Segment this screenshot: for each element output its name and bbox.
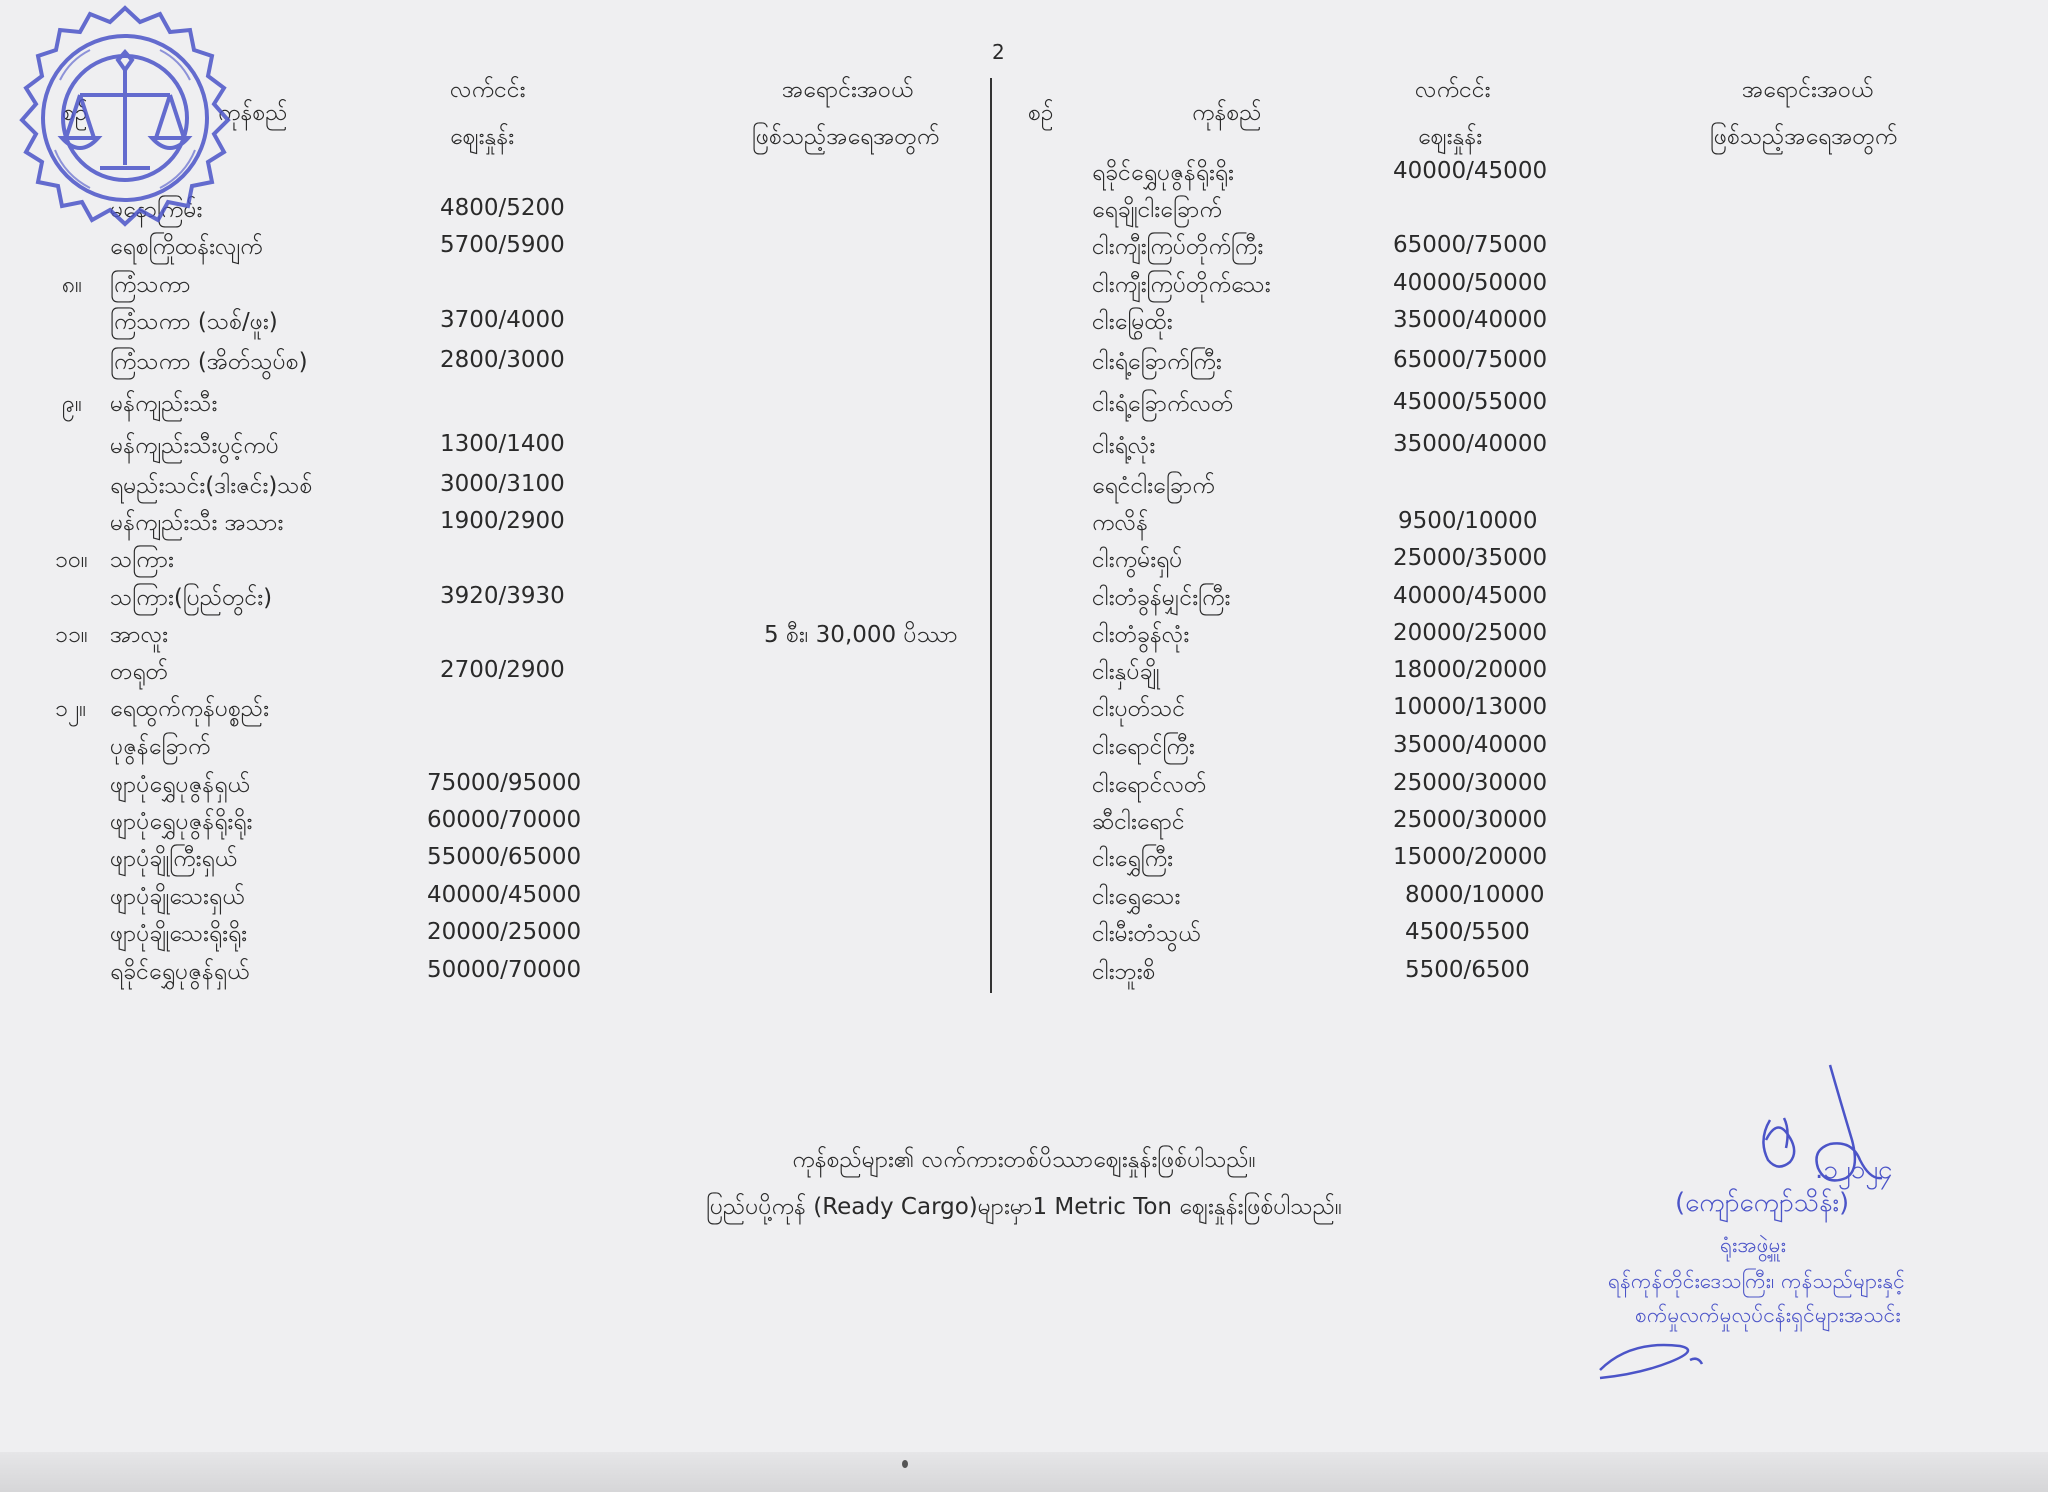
signatory-title: ရုံးအဖွဲ့မှူး — [1720, 1233, 1786, 1257]
row-price: 35000/40000 — [1393, 732, 1548, 758]
row-price: 65000/75000 — [1393, 347, 1548, 373]
scan-speck — [902, 1460, 908, 1468]
row-commodity: ရမည်းသင်း(ဒါးဇင်း)သစ် — [110, 473, 313, 499]
row-commodity: ကလိန် — [1092, 510, 1148, 536]
row-price: 9500/10000 — [1398, 508, 1538, 534]
row-price: 3000/3100 — [440, 471, 565, 497]
row-price: 5700/5900 — [440, 232, 565, 258]
row-price: 25000/30000 — [1393, 770, 1548, 796]
org-name-line-2: စက်မှုလက်မှုလုပ်ငန်းရှင်များအသင်း — [1635, 1303, 1901, 1327]
row-price: 40000/45000 — [1393, 158, 1548, 184]
row-price: 60000/70000 — [427, 807, 582, 833]
header-volume-right-1: အရောင်းအဝယ် — [1742, 77, 1874, 103]
row-price: 40000/45000 — [427, 882, 582, 908]
row-commodity: ငါးပုတ်သင် — [1092, 696, 1186, 722]
row-commodity: ငါးနှပ်ချို — [1092, 659, 1160, 685]
row-price: 2700/2900 — [440, 657, 565, 683]
row-price: 45000/55000 — [1393, 389, 1548, 415]
volume-note: 5 စီး၊ 30,000 ပိဿာ — [764, 622, 958, 648]
header-serial-right: စဉ် — [1028, 100, 1054, 126]
row-commodity: မန်ကျည်းသီး အသား — [110, 510, 284, 536]
row-commodity: ငါးကျီးကြပ်တိုက်သေး — [1092, 272, 1271, 298]
row-commodity: သကြား(ပြည်တွင်း) — [110, 585, 273, 611]
row-commodity: ကြံသကာ (အိတ်သွပ်စ) — [110, 349, 308, 375]
row-price: 4500/5500 — [1405, 919, 1530, 945]
row-serial: ၉။ — [62, 391, 82, 417]
row-price: 1300/1400 — [440, 431, 565, 457]
row-commodity: ငါးမြွေထိုး — [1092, 309, 1173, 335]
header-commodity-left: ကုန်စည် — [218, 100, 288, 126]
row-price: 5500/6500 — [1405, 957, 1530, 983]
row-price: 8000/10000 — [1405, 882, 1545, 908]
official-seal-stamp — [0, 0, 250, 250]
row-commodity: ဖျာပုံရွှေပုဇွန်ရိုးရိုး — [110, 809, 253, 835]
row-serial: ၈။ — [62, 272, 83, 298]
row-price: 50000/70000 — [427, 957, 582, 983]
header-current-right-2: ဈေးနှုန်း — [1418, 124, 1483, 150]
row-commodity: ရေထွက်ကုန်ပစ္စည်း — [110, 696, 269, 722]
row-price: 10000/13000 — [1393, 694, 1548, 720]
row-commodity: အာလူး — [110, 622, 168, 648]
row-commodity: ငါးကျီးကြပ်တိုက်ကြီး — [1092, 234, 1264, 260]
header-current-left-1: လက်ငင်း — [450, 77, 526, 103]
row-price: 25000/35000 — [1393, 545, 1548, 571]
row-price: 40000/50000 — [1393, 270, 1548, 296]
row-commodity: ဆီငါးရောင် — [1092, 809, 1185, 835]
row-commodity: ငါးတံခွန်လုံး — [1092, 622, 1190, 648]
row-commodity: တရုတ် — [110, 659, 168, 685]
row-price: 75000/95000 — [427, 770, 582, 796]
row-commodity: ငါးရံ့လုံး — [1092, 433, 1156, 459]
signatory-name: (ကျော်ကျော်သိန်း) — [1675, 1188, 1850, 1218]
header-current-left-2: ဈေးနှုန်း — [450, 124, 515, 150]
handwritten-signature — [1590, 1060, 1970, 1400]
row-commodity: ကြံသကာ — [110, 272, 191, 298]
signature-block — [1590, 1060, 1970, 1400]
row-commodity: ငါးမီးတံသွယ် — [1092, 921, 1201, 947]
scan-bottom-edge — [0, 1452, 2048, 1492]
row-commodity: ဖျာပုံချိုသေးရိုးရိုး — [110, 921, 247, 947]
row-commodity: ငါးရောင်ကြီး — [1092, 734, 1195, 760]
row-commodity: ရေငံငါးခြောက် — [1092, 473, 1215, 499]
row-commodity: ရေစကြိုထန်းလျက် — [110, 234, 263, 260]
row-price: 15000/20000 — [1393, 844, 1548, 870]
header-volume-left-1: အရောင်းအဝယ် — [782, 77, 914, 103]
row-commodity: ငါးရွှေကြီး — [1092, 846, 1173, 872]
header-volume-right-2: ဖြစ်သည့်အရေအတွက် — [1710, 124, 1898, 150]
header-volume-left-2: ဖြစ်သည့်အရေအတွက် — [752, 124, 940, 150]
header-commodity-right: ကုန်စည် — [1192, 100, 1262, 126]
row-commodity: ရေချိုငါးခြောက် — [1092, 197, 1222, 223]
row-price: 35000/40000 — [1393, 431, 1548, 457]
footer-note-2: ပြည်ပပို့ကုန် (Ready Cargo)များမှာ1 Metric Ton ဈေးနှုန်းဖြစ်ပါသည်။ — [706, 1194, 1342, 1220]
row-price: 65000/75000 — [1393, 232, 1548, 258]
row-price: 1900/2900 — [440, 508, 565, 534]
header-serial-left: စဉ် — [62, 100, 88, 126]
row-serial: ၁၂။ — [55, 696, 87, 722]
row-commodity: ငါးဘူးစိ — [1092, 959, 1156, 985]
row-commodity: သကြား — [110, 547, 174, 573]
row-price: 4800/5200 — [440, 195, 565, 221]
row-price: 35000/40000 — [1393, 307, 1548, 333]
row-commodity: ကြံသကာ (သစ်/ဖူး) — [110, 309, 278, 335]
row-price: 20000/25000 — [427, 919, 582, 945]
org-name-line-1: ရန်ကုန်တိုင်းဒေသကြီး၊ ကုန်သည်များနှင့် — [1608, 1269, 1905, 1293]
row-commodity: ပုဇွန်ခြောက် — [110, 734, 211, 760]
row-commodity: ငါးတံခွန်မျှင်းကြီး — [1092, 585, 1231, 611]
row-commodity: ဖျာပုံချိုကြီးရှယ် — [110, 846, 237, 872]
row-serial: ၁၁။ — [55, 622, 88, 648]
header-current-right-1: လက်ငင်း — [1415, 77, 1491, 103]
row-commodity: မန်ကျည်းသီး — [110, 391, 218, 417]
row-price: 55000/65000 — [427, 844, 582, 870]
page-number: 2 — [992, 40, 1005, 64]
row-price: 40000/45000 — [1393, 583, 1548, 609]
row-commodity: မနောကြမ်း — [110, 197, 203, 223]
row-commodity: ဖျာပုံရွှေပုဇွန်ရှယ် — [110, 772, 250, 798]
row-commodity: မန်ကျည်းသီးပွင့်ကပ် — [110, 433, 279, 459]
row-commodity: ငါးရွှေသေး — [1092, 884, 1181, 910]
row-commodity: ငါးရံ့ခြောက်လတ် — [1092, 391, 1234, 417]
row-commodity: ရခိုင်ရွှေပုဇွန်ရှယ် — [110, 959, 250, 985]
row-commodity: ငါးရောင်လတ် — [1092, 772, 1207, 798]
row-price: 18000/20000 — [1393, 657, 1548, 683]
row-price: 3920/3930 — [440, 583, 565, 609]
row-commodity: ငါးရံ့ခြောက်ကြီး — [1092, 349, 1222, 375]
column-divider — [990, 78, 992, 993]
row-commodity: ငါးကွမ်းရှပ် — [1092, 547, 1183, 573]
row-serial: ၁၀။ — [55, 547, 88, 573]
row-price: 20000/25000 — [1393, 620, 1548, 646]
row-price: 25000/30000 — [1393, 807, 1548, 833]
row-commodity: ဖျာပုံချိုသေးရှယ် — [110, 884, 245, 910]
row-commodity: ရခိုင်ရွှေပုဇွန်ရိုးရိုး — [1092, 160, 1234, 186]
row-price: 2800/3000 — [440, 347, 565, 373]
signature-date: .၁၂၁၂၄ — [1815, 1155, 1893, 1185]
footer-note-1: ကုန်စည်များ၏ လက်ကားတစ်ပိဿာဈေးနှုန်းဖြစ်ပါသည်။ — [792, 1147, 1256, 1173]
row-price: 3700/4000 — [440, 307, 565, 333]
